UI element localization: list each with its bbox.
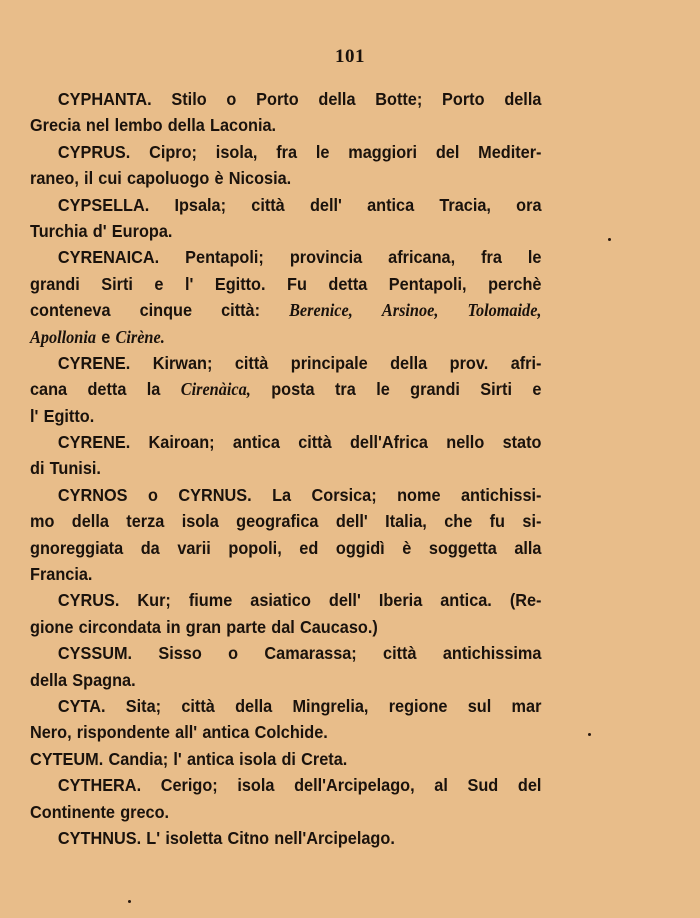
word: Iberia (378, 590, 423, 611)
word: prov. (449, 352, 489, 373)
word: isoletta (165, 827, 223, 848)
word: dell' (328, 590, 361, 611)
word: La (272, 484, 292, 505)
word: CYTHERA. (57, 775, 142, 796)
word: dell' (309, 194, 342, 215)
word: CYPSELLA. (57, 194, 150, 215)
word: principale (290, 352, 368, 373)
word: Kirwan; (152, 352, 213, 373)
word: dell'Africa (349, 432, 428, 453)
word: all' (175, 722, 198, 743)
word: città (383, 643, 417, 664)
word: Apollonia (30, 326, 97, 347)
word: Colchide. (254, 722, 328, 743)
word: raneo, (30, 168, 79, 189)
word: ed (299, 537, 319, 558)
word: Mingrelia, (292, 695, 369, 716)
word: Porto (442, 89, 485, 109)
word: CYPRUS. (57, 141, 131, 162)
word: popoli, (228, 537, 282, 558)
word: terza (126, 511, 165, 532)
text-line (30, 482, 542, 508)
word: Botte; (375, 89, 423, 109)
word: antichissima (442, 643, 542, 664)
word: Nicosia. (228, 168, 292, 189)
word: è (214, 168, 224, 189)
word: dell'Arcipelago, (294, 775, 415, 796)
word: soggetta (428, 537, 497, 558)
word: oggidì (335, 537, 385, 558)
word: Sita; (125, 695, 162, 716)
text-line (30, 165, 542, 191)
word: perchè (488, 273, 542, 294)
word: antica. (440, 590, 492, 611)
text-line (30, 772, 542, 798)
text-line (30, 640, 542, 666)
word: o (147, 484, 158, 505)
word: Mediter- (478, 141, 542, 162)
word: le (527, 247, 542, 268)
word: d' (92, 220, 107, 241)
word: africana, (388, 247, 456, 268)
word: della (504, 89, 542, 109)
word: Sirti (101, 273, 133, 294)
word: Camarassa; (264, 643, 357, 664)
word: detta (328, 273, 368, 294)
word: o (226, 89, 237, 109)
word: CYRENE. (57, 432, 131, 453)
word: CYRENAICA. (57, 247, 160, 268)
word: della (235, 695, 273, 716)
word: isola, (215, 141, 258, 162)
ink-speck (128, 900, 131, 903)
word: gnoreggiata (30, 537, 124, 558)
word: nel (85, 115, 110, 136)
word: Fu (287, 273, 307, 294)
word: Nero, (30, 722, 72, 743)
word: Sud (467, 775, 499, 796)
word: Cirène. (115, 326, 165, 347)
word: CYRNOS (57, 484, 128, 505)
word: cinque (139, 300, 193, 321)
text-line (30, 403, 542, 429)
word: lembo (114, 115, 163, 136)
text-line (30, 324, 542, 350)
word: afri- (510, 352, 542, 373)
text-line (30, 614, 542, 640)
word: della (390, 352, 428, 373)
text-line (30, 561, 542, 587)
word: fra (481, 247, 502, 268)
word: grandi (30, 273, 80, 294)
word: regione (388, 695, 448, 716)
word: Arsinoe, (381, 300, 439, 321)
word: Grecia (30, 115, 81, 136)
text-line (30, 535, 542, 561)
word: Sirti (480, 379, 512, 400)
text-line (30, 508, 542, 534)
text-line (30, 139, 542, 165)
word: CYRUS. (57, 590, 120, 611)
word: Creta. (301, 748, 348, 769)
text-line (30, 376, 542, 402)
word: di (281, 748, 296, 769)
word: alla (514, 537, 542, 558)
word: della (71, 511, 109, 532)
word: CYPHANTA. (57, 89, 152, 109)
word: Laconia. (210, 115, 277, 136)
word: Egitto. (214, 273, 266, 294)
word: dell' (335, 511, 368, 532)
text-line (30, 350, 542, 376)
text-line (30, 746, 542, 772)
word: Corsica; (311, 484, 377, 505)
word: detta (87, 379, 127, 400)
word: dal (271, 616, 295, 637)
word: Tracia, (439, 194, 491, 215)
word: e (154, 273, 164, 294)
text-line (30, 244, 542, 270)
word: sul (467, 695, 492, 716)
word: greco. (120, 801, 170, 822)
word: mar (511, 695, 542, 716)
word: Sisso (158, 643, 202, 664)
word: Citno (227, 827, 270, 848)
word: Turchia (30, 220, 88, 241)
word: antichissi- (460, 484, 542, 505)
word: del (435, 141, 460, 162)
ink-speck (608, 238, 611, 241)
word: isola (181, 511, 219, 532)
word: grandi (410, 379, 460, 400)
word: città (251, 194, 285, 215)
word: Francia. (30, 564, 93, 585)
word: da (140, 537, 160, 558)
dictionary-entries (30, 86, 542, 851)
word: è (402, 537, 412, 558)
word: rispondente (76, 722, 170, 743)
word: ora (516, 194, 542, 215)
word: Spagna. (72, 669, 136, 690)
word: asiatico (250, 590, 311, 611)
word: cui (98, 168, 122, 189)
word: posta (271, 379, 315, 400)
word: della (30, 669, 68, 690)
word: città (298, 432, 332, 453)
word: Cipro; (149, 141, 197, 162)
word: antica (232, 432, 280, 453)
text-line (30, 271, 542, 297)
word: le (315, 141, 330, 162)
word: antica (186, 748, 234, 769)
word: nome (397, 484, 441, 505)
word: in (166, 616, 181, 637)
word: Continente (30, 801, 115, 822)
word: della (318, 89, 356, 109)
ink-speck (588, 733, 591, 736)
word: conteneva (30, 300, 111, 321)
word: le (376, 379, 390, 400)
word: Cerigo; (160, 775, 218, 796)
word: Italia, (385, 511, 427, 532)
text-line (30, 693, 542, 719)
word: antica (367, 194, 415, 215)
word: Kairoan; (148, 432, 215, 453)
word: Egitto. (43, 405, 95, 426)
word: del (517, 775, 542, 796)
word: l' (184, 273, 194, 294)
text-line (30, 825, 542, 851)
word: maggiori (348, 141, 418, 162)
word: isola (239, 748, 277, 769)
text-line (30, 455, 542, 481)
text-line (30, 719, 542, 745)
word: Tolomaide, (467, 300, 542, 321)
word: (Re- (509, 590, 542, 611)
word: parte (226, 616, 267, 637)
word: città (234, 352, 269, 373)
text-line (30, 218, 542, 244)
word: fiume (188, 590, 233, 611)
word: mo (30, 511, 55, 532)
word: provincia (289, 247, 363, 268)
word: al (434, 775, 448, 796)
word: geografica (236, 511, 319, 532)
word: CYRENE. (57, 352, 131, 373)
word: che (444, 511, 473, 532)
word: la (146, 379, 161, 400)
word: e (532, 379, 542, 400)
word: capoluogo (127, 168, 210, 189)
word: Berenice, (289, 300, 353, 321)
word: Kur; (137, 590, 171, 611)
word: Cirenàica, (180, 379, 251, 400)
text-line (30, 297, 542, 323)
word: nello (446, 432, 485, 453)
word: gran (185, 616, 222, 637)
word: CYTHNUS. (57, 827, 142, 848)
word: l' (173, 748, 182, 769)
word: antica (202, 722, 250, 743)
word: fra (276, 141, 298, 162)
word: CYRNUS. (178, 484, 252, 505)
text-line (30, 587, 542, 613)
word: Porto (256, 89, 299, 109)
word: gione (30, 616, 74, 637)
word: Caucaso.) (300, 616, 378, 637)
word: Stilo (171, 89, 207, 109)
word: e (101, 326, 111, 347)
word: Pentapoli, (388, 273, 467, 294)
word: CYTA. (57, 695, 106, 716)
word: CYTEUM. (30, 748, 104, 769)
text-line (30, 799, 542, 825)
word: o (228, 643, 239, 664)
word: Candia; (108, 748, 169, 769)
word: il (84, 168, 94, 189)
text-line (30, 429, 542, 455)
word: nell'Arcipelago. (274, 827, 395, 848)
word: città (181, 695, 215, 716)
text-line (30, 192, 542, 218)
word: della (167, 115, 205, 136)
word: fu (489, 511, 506, 532)
word: tra (335, 379, 356, 400)
word: l' (30, 405, 39, 426)
word: L' (146, 827, 161, 848)
word: CYSSUM. (57, 643, 133, 664)
word: circondata (78, 616, 161, 637)
word: si- (522, 511, 542, 532)
word: Pentapoli; (185, 247, 264, 268)
word: varii (177, 537, 211, 558)
text-line (30, 86, 542, 112)
word: cana (30, 379, 68, 400)
text-line (30, 667, 542, 693)
word: Europa. (111, 220, 173, 241)
word: Tunisi. (49, 458, 101, 479)
text-line (30, 112, 542, 138)
word: città: (221, 300, 261, 321)
word: isola (237, 775, 275, 796)
page-number: 101 (335, 46, 365, 67)
word: di (30, 458, 45, 479)
word: stato (502, 432, 542, 453)
word: Ipsala; (174, 194, 227, 215)
